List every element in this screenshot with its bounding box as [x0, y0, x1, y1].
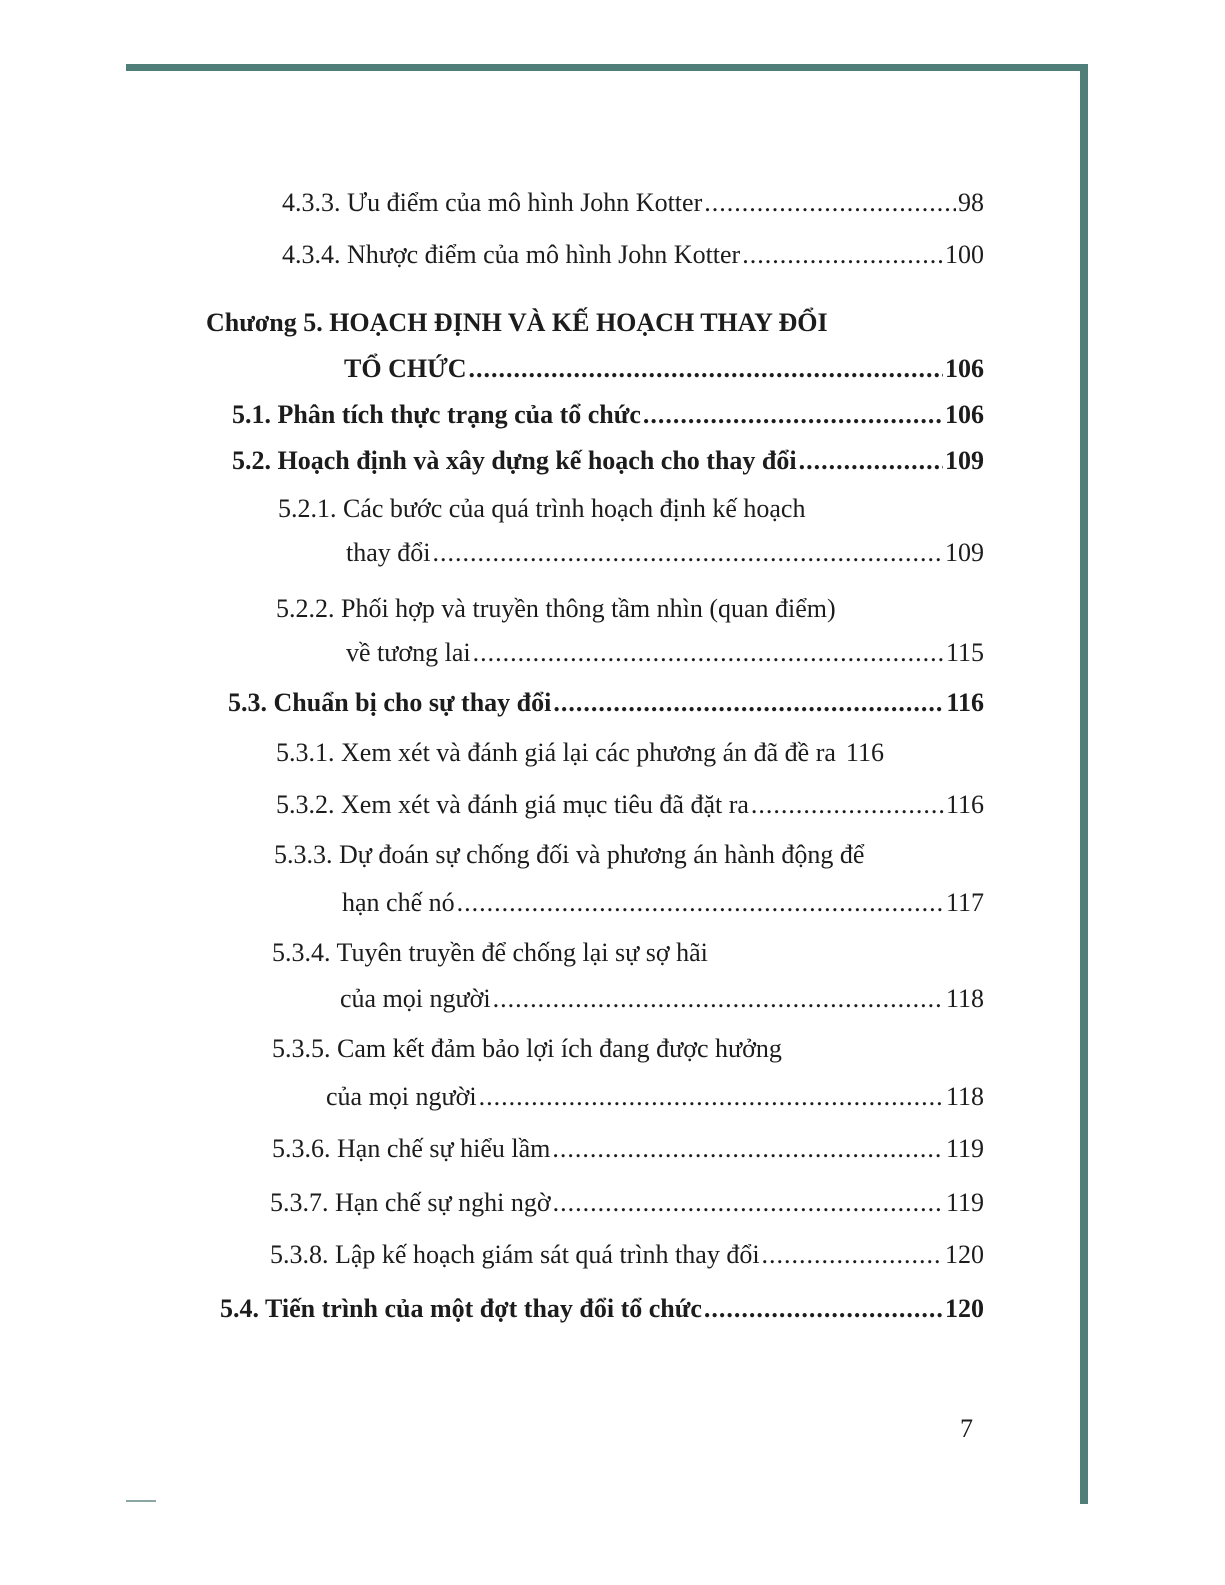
toc-leader: [457, 888, 944, 918]
toc-entry-page: 106: [945, 354, 984, 383]
toc-entry-5-2-1: [346, 538, 984, 568]
toc-entry-title: 5.3.7. Hạn chế sự nghi ngờ: [270, 1188, 551, 1217]
toc-entry-page: 118: [945, 1082, 984, 1111]
toc-entry-5-2: [232, 446, 984, 476]
toc-entry-5-3-4-line1: 5.3.4. Tuyên truyền để chống lại sự sợ hãi: [272, 938, 708, 967]
toc-entry-title: 5.3. Chuẩn bị cho sự thay đổi: [228, 688, 552, 717]
toc-leader: [552, 1134, 944, 1164]
toc-entry-5-2-2: [346, 638, 984, 668]
toc-entry-title: 5.4. Tiến trình của một đợt thay đổi tổ chức: [220, 1294, 702, 1323]
toc-entry-title: hạn chế nó: [342, 888, 455, 917]
toc-entry-page: 119: [945, 1188, 984, 1217]
toc-entry-page: 115: [945, 638, 984, 667]
toc-entry-page: 120: [945, 1294, 984, 1323]
toc-entry-page: 120: [945, 1240, 984, 1269]
toc-leader: [643, 400, 943, 430]
toc-entry-page: 98: [958, 188, 984, 217]
toc-entry-title: 5.2. Hoạch định và xây dựng kế hoạch cho thay đổi: [232, 446, 797, 475]
toc-entry-4-3-3: [282, 188, 984, 218]
toc-entry-5-3-2: [276, 790, 984, 820]
toc-entry-5-3-6: [272, 1134, 984, 1164]
toc-leader: [553, 1188, 944, 1218]
toc-entry-5-3-5-line1: 5.3.5. Cam kết đảm bảo lợi ích đang được hưởng: [272, 1034, 782, 1063]
toc-entry-5-3-5: [326, 1082, 984, 1112]
toc-leader: [799, 446, 943, 476]
toc-leader: [473, 638, 944, 668]
toc-leader: [553, 688, 944, 718]
page-border-top: [126, 64, 1088, 71]
toc-entry-page: 116: [845, 738, 884, 767]
page-number: 7: [960, 1414, 973, 1443]
toc-leader: [751, 790, 944, 820]
toc-entry-page: 100: [945, 240, 984, 269]
toc-entry-title: 4.3.4. Nhược điểm của mô hình John Kotter: [282, 240, 741, 269]
toc-entry-page: 119: [945, 1134, 984, 1163]
toc-entry-title: thay đổi: [346, 538, 431, 567]
toc-entry-title: của mọi người: [340, 984, 491, 1013]
toc-entry-title: 5.3.6. Hạn chế sự hiểu lầm: [272, 1134, 551, 1163]
toc-leader: [469, 354, 943, 384]
toc-entry-title: 5.3.8. Lập kế hoạch giám sát quá trình thay đổi: [270, 1240, 760, 1269]
toc-entry-4-3-4: [282, 240, 984, 270]
toc-leader: [479, 1082, 944, 1112]
toc-entry-title: 4.3.3. Ưu điểm của mô hình John Kotter: [282, 188, 703, 217]
toc-entry-page: 116: [945, 790, 984, 819]
toc-entry-5-3-1: [276, 738, 984, 768]
toc-entry-5-3: [228, 688, 984, 718]
toc-entry-5-2-1-line1: 5.2.1. Các bước của quá trình hoạch định kế hoạch: [278, 494, 806, 523]
toc-leader: [742, 240, 943, 270]
toc-entry-title: 5.1. Phân tích thực trạng của tổ chức: [232, 400, 641, 429]
toc-entry-page: 117: [945, 888, 984, 917]
toc-entry-5-3-7: [270, 1188, 984, 1218]
toc-entry-5-3-8: [270, 1240, 984, 1270]
toc-chapter-5-heading: Chương 5. HOẠCH ĐỊNH VÀ KẾ HOẠCH THAY ĐỔI: [206, 308, 828, 337]
toc-leader: [433, 538, 944, 568]
toc-entry-5-3-3-line1: 5.3.3. Dự đoán sự chống đối và phương án hành động để: [274, 840, 865, 869]
page-border-bottom: [126, 1500, 156, 1502]
page-border-right: [1080, 64, 1088, 1504]
toc-leader: [493, 984, 944, 1014]
toc-entry-title: 5.3.2. Xem xét và đánh giá mục tiêu đã đặt ra: [276, 790, 749, 819]
toc-entry-title: về tương lai: [346, 638, 471, 667]
toc-entry-page: 106: [945, 400, 984, 429]
toc-entry-5-3-3: [342, 888, 984, 918]
toc-entry-page: 118: [945, 984, 984, 1013]
toc-leader: [704, 188, 956, 218]
toc-entry-page: 109: [945, 538, 984, 567]
toc-entry-title: TỔ CHỨC: [344, 354, 467, 383]
toc-entry-5-4: [220, 1294, 984, 1324]
toc-entry-title: của mọi người: [326, 1082, 477, 1111]
toc-leader: [762, 1240, 943, 1270]
toc-chapter-5: [344, 354, 984, 384]
toc-leader: [704, 1294, 943, 1324]
toc-entry-5-2-2-line1: 5.2.2. Phối hợp và truyền thông tầm nhìn (quan điểm): [276, 594, 836, 623]
toc-entry-page: 116: [946, 688, 984, 717]
toc-entry-5-1: [232, 400, 984, 430]
toc-entry-title: 5.3.1. Xem xét và đánh giá lại các phương án đã đề ra: [276, 738, 836, 767]
toc-entry-page: 109: [945, 446, 984, 475]
toc-entry-5-3-4: [340, 984, 984, 1014]
